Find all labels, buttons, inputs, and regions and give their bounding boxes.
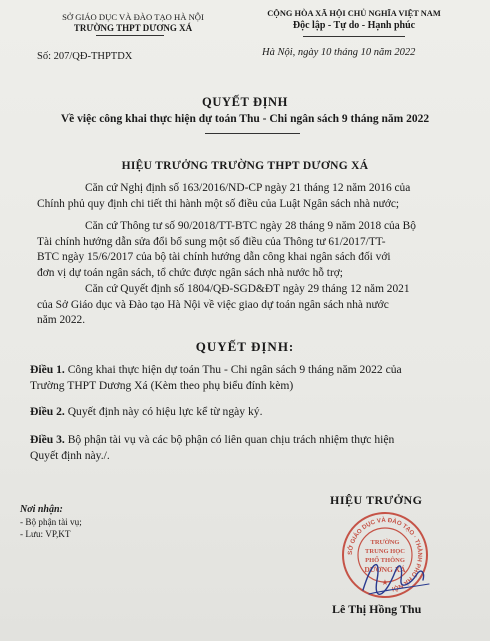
- basis-line: đơn vị dự toán ngân sách, tổ chức được ngân sách nhà nước hỗ trợ;: [37, 266, 343, 279]
- article-1: [30, 362, 460, 394]
- article-text: Công khai thực hiện dự toán Thu - Chi ngân sách 9 tháng năm 2022 của: [67, 363, 402, 376]
- motto-underline: [303, 36, 405, 37]
- basis-line: BTC ngày 15/6/2017 của bộ tài chính hướng dẫn công khai ngân sách đối với: [37, 251, 391, 263]
- article-3: [30, 432, 460, 464]
- article-text: Trường THPT Dương Xá (Kèm theo phụ biểu đính kèm): [30, 379, 294, 392]
- basis-line: Chính phủ quy định chi tiết thi hành một số điều của Luật Ngân sách nhà nước;: [37, 197, 400, 210]
- article-2: [30, 404, 460, 420]
- issuing-agency-block: [38, 12, 228, 34]
- basis-paragraph-2: [37, 219, 445, 281]
- decision-heading: QUYẾT ĐỊNH:: [195, 339, 295, 354]
- stamp-line: TRƯỜNG: [370, 539, 400, 546]
- issuing-authority: HIỆU TRƯỞNG TRƯỜNG THPT DƯƠNG XÁ: [121, 160, 369, 172]
- basis-line: Căn cứ Quyết định số 1804/QĐ-SGD&ĐT ngày 29 tháng 12 năm 2021: [85, 283, 410, 295]
- stamp-line: DƯƠNG XÁ: [364, 565, 406, 574]
- motto: Độc lập - Tự do - Hạnh phúc: [292, 20, 416, 31]
- document-number: Số: 207/QĐ-THPTDX: [37, 51, 133, 62]
- place-date: Hà Nội, ngày 10 tháng 10 năm 2022: [262, 47, 416, 58]
- article-text: Quyết định này có hiệu lực kể từ ngày ký.: [67, 405, 263, 418]
- basis-line: Căn cứ Thông tư số 90/2018/TT-BTC ngày 28 tháng 9 năm 2018 của Bộ: [85, 220, 416, 232]
- basis-line: của Sở Giáo dục và Đào tạo Hà Nội về việc giao dự toán ngân sách nhà nước: [37, 298, 389, 311]
- stamp-outer-text: SỞ GIÁO DỤC VÀ ĐÀO TẠO · THÀNH PHỐ HÀ NỘI: [346, 516, 424, 593]
- stamp-line: TRUNG HỌC: [365, 548, 405, 555]
- basis-paragraph-3: [37, 282, 445, 329]
- country-name: CỘNG HÒA XÃ HỘI CHỦ NGHĨA VIỆT NAM: [267, 9, 441, 18]
- recipient-item: - Bộ phận tài vụ;: [20, 517, 82, 527]
- document-subtitle: Về việc công khai thực hiện dự toán Thu - Chi ngân sách 9 tháng năm 2022: [60, 113, 430, 125]
- agency-parent: SỞ GIÁO DỤC VÀ ĐÀO TẠO HÀ NỘI: [62, 12, 204, 22]
- article-text: Quyết định này./.: [30, 449, 110, 462]
- article-label: Điều 1.: [30, 363, 65, 376]
- article-label: Điều 3.: [30, 433, 65, 446]
- basis-line: Căn cứ Nghị định số 163/2016/ND-CP ngày 21 tháng 12 năm 2016 của: [85, 182, 411, 194]
- basis-line: năm 2022.: [37, 314, 86, 326]
- svg-text:★: ★: [381, 578, 389, 587]
- signer-name: Lê Thị Hồng Thu: [332, 602, 422, 616]
- agency-name: TRƯỜNG THPT DƯƠNG XÁ: [73, 23, 193, 33]
- recipient-item: - Lưu: VP,KT: [20, 529, 71, 539]
- basis-paragraph-1: [37, 181, 445, 212]
- agency-underline: [96, 35, 164, 36]
- handwritten-signature: [355, 550, 435, 605]
- subtitle-underline: [205, 133, 300, 134]
- national-motto-block: [236, 8, 472, 32]
- basis-line: Tài chính hướng dẫn sửa đổi bổ sung một số điều của Thông tư 61/2017/TT-: [37, 235, 386, 248]
- article-label: Điều 2.: [30, 405, 65, 418]
- document-title: QUYẾT ĐỊNH: [202, 95, 288, 109]
- recipients-heading: Nơi nhận:: [20, 504, 63, 515]
- article-text: Bộ phận tài vụ và các bộ phận có liên quan chịu trách nhiệm thực hiện: [67, 433, 395, 446]
- signer-title: HIỆU TRƯỞNG: [330, 493, 423, 507]
- stamp-line: PHỔ THÔNG: [365, 557, 405, 564]
